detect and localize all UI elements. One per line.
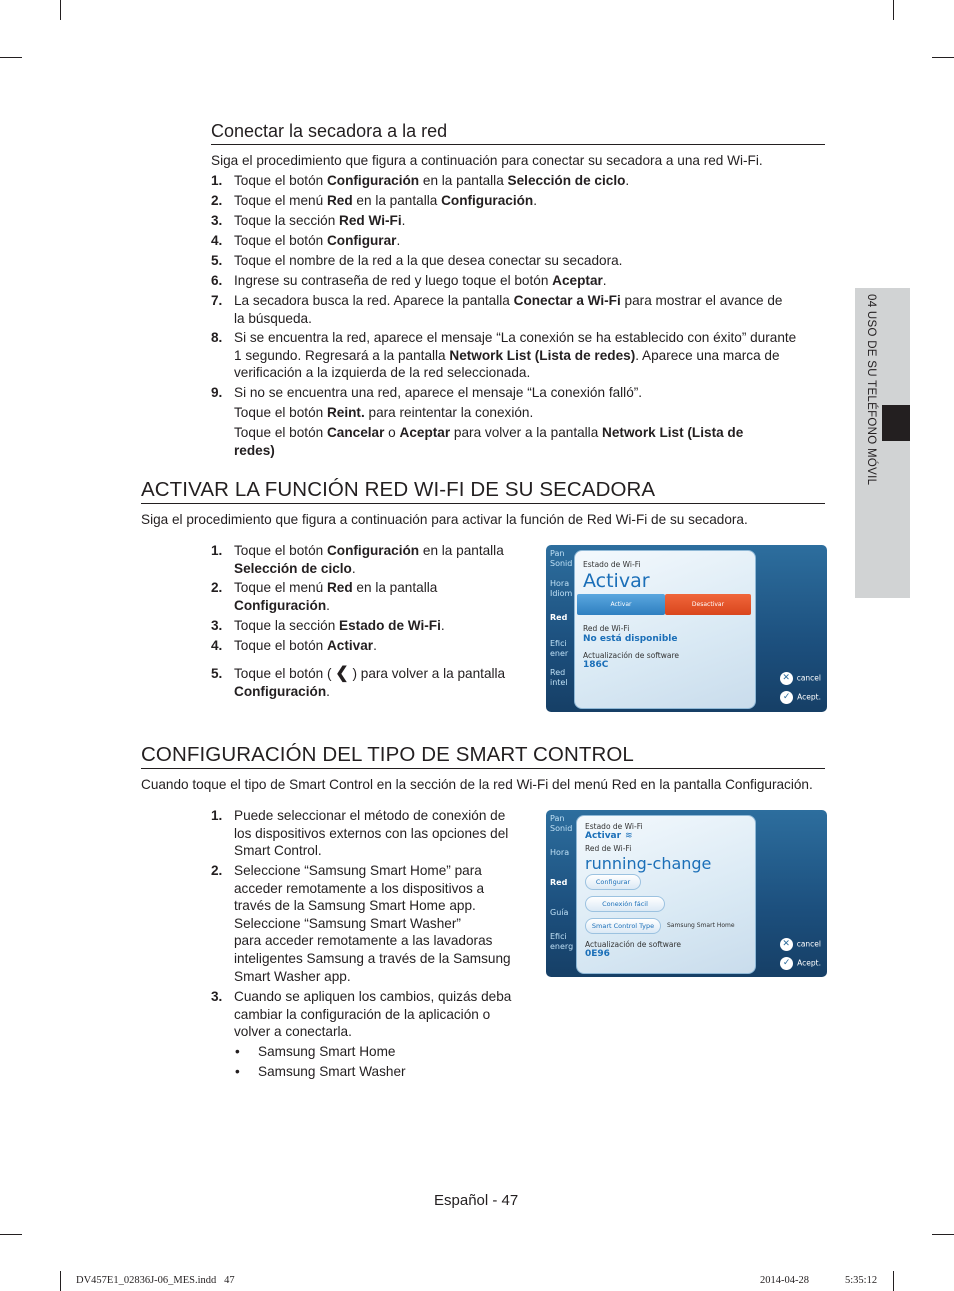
smart-control-screenshot (546, 810, 827, 977)
step-text: Si se encuentra la red, aparece el mensaje “La conexión se ha establecido con éxito” durante 1 segundo. Regresará a la pantalla Network List (Lista de redes). Aparece una marca de verificación a la izquierda de la red seleccionada. (234, 330, 797, 381)
screen-menu-item: Sonid (550, 559, 573, 568)
configure-button[interactable]: Configurar (585, 874, 641, 890)
step-number: 2. (211, 580, 223, 595)
step-text: Seleccione “Samsung Smart Home” para acceder remotamente a los dispositivos a través de la Samsung Smart Home app. Seleccione “Samsung Smart Washer” para acceder remotamente a las lavadoras inteligentes Samsung a través de la Samsung Smart Washer app. (234, 863, 511, 984)
bullet-icon: • (235, 1044, 240, 1059)
step-number: 1. (211, 543, 223, 558)
step-text: Puede seleccionar el método de conexión de los dispositivos externos con las opciones del Smart Control. (234, 808, 509, 859)
screen-menu-item: Red (550, 878, 568, 887)
screen-value: 186C (583, 660, 609, 670)
step-number: 3. (211, 989, 223, 1004)
smart-control-type-button[interactable]: Smart Control Type (585, 918, 661, 934)
step-number: 3. (211, 618, 223, 633)
print-date: 2014-04-28 (760, 1275, 809, 1286)
screen-menu-item: Red (550, 613, 568, 622)
step-text: Toque el botón ( ❮ ) para volver a la pantalla Configuración. (234, 665, 506, 699)
screen-menu-item: Hora (550, 848, 570, 857)
print-time: 5:35:12 (845, 1275, 878, 1286)
step-text: Toque el botón Configuración en la pantalla Selección de ciclo. (234, 173, 630, 188)
chapter-tab (855, 288, 910, 598)
screen-big-value: Activar (583, 570, 650, 592)
step-text: Toque el nombre de la red a la que desea conectar su secadora. (234, 253, 623, 268)
screen-value: Activar (585, 831, 622, 841)
step-text: Toque la sección Red Wi-Fi. (234, 213, 406, 228)
screen-menu-item: Guía (550, 908, 569, 917)
screen-label: Actualización de software (585, 940, 682, 949)
bullet-text: Samsung Smart Home (258, 1044, 396, 1059)
crop-mark (0, 57, 22, 58)
screen-menu-item: ener (550, 649, 569, 658)
chapter-tab-label: 04 USO DE SU TELÉFONO MÓVIL (865, 294, 877, 486)
step-number: 5. (211, 666, 223, 681)
step-text: Toque el botón Configurar. (234, 233, 401, 248)
screen-menu-item: Hora (550, 579, 570, 588)
cancel-label: cancel (796, 673, 821, 683)
screen-label: Actualización de software (583, 651, 680, 660)
close-icon: ✕ (780, 938, 793, 951)
screen-label: Red de Wi-Fi (583, 624, 630, 633)
bullet-text: Samsung Smart Washer (258, 1064, 406, 1079)
screen-menu-item: Efici (550, 932, 567, 941)
wifi-status-screenshot (546, 545, 827, 712)
accept-button[interactable] (780, 957, 821, 970)
cancel-button[interactable] (780, 672, 821, 685)
step-number: 4. (211, 638, 223, 653)
screen-value: Samsung Smart Home (667, 922, 735, 929)
step-number: 2. (211, 193, 223, 208)
accept-button[interactable] (780, 691, 821, 704)
step-text: Toque el menú Red en la pantalla Configuración. (234, 193, 537, 208)
screen-menu-item: Efici (550, 639, 567, 648)
step-text: Toque el botón Configuración en la pantalla Selección de ciclo. (234, 543, 504, 576)
screen-menu-item: Sonid (550, 824, 573, 833)
page-number: Español - 47 (434, 1192, 519, 1209)
screen-panel (576, 815, 756, 974)
intro-text: Cuando toque el tipo de Smart Control en la sección de la red Wi-Fi del menú Red en la pantalla Configuración. (141, 777, 813, 792)
step-number: 5. (211, 253, 223, 268)
step-number: 8. (211, 330, 223, 345)
screen-menu-item: intel (550, 678, 568, 687)
step-text: Cuando se apliquen los cambios, quizás deba cambiar la configuración de la aplicación o volver a conectarla. (234, 989, 512, 1040)
screen-menu-item: Red (550, 668, 566, 677)
step-number: 6. (211, 273, 223, 288)
crop-mark (60, 0, 61, 20)
screen-big-value: running-change (585, 854, 712, 873)
deactivate-button[interactable]: Desactivar (665, 594, 751, 615)
screen-panel (574, 550, 756, 709)
crop-mark (893, 0, 894, 20)
step-text: Toque el botón Cancelar o Aceptar para volver a la pantalla Network List (Lista de redes) (234, 425, 744, 458)
section-title: CONFIGURACIÓN DEL TIPO DE SMART CONTROL (141, 743, 825, 769)
screen-side-menu (546, 545, 576, 712)
step-number: 9. (211, 385, 223, 400)
section-title: ACTIVAR LA FUNCIÓN RED WI-FI DE SU SECADORA (141, 478, 825, 504)
screen-label: Estado de Wi-Fi (585, 822, 643, 831)
wifi-icon: ≋ (625, 830, 633, 840)
crop-mark (893, 1271, 894, 1291)
crop-mark (932, 57, 954, 58)
close-icon: ✕ (780, 672, 793, 685)
crop-mark (60, 1271, 61, 1291)
cancel-button[interactable] (780, 938, 821, 951)
step-number: 3. (211, 213, 223, 228)
bullet-item (235, 1063, 406, 1081)
screen-side-menu (546, 810, 576, 977)
step-number: 4. (211, 233, 223, 248)
screen-value: 0E96 (585, 949, 610, 959)
intro-text: Siga el procedimiento que figura a continuación para conectar su secadora a una red Wi-Fi. (211, 153, 763, 168)
step-number: 1. (211, 808, 223, 823)
intro-text: Siga el procedimiento que figura a continuación para activar la función de Red Wi-Fi de su secadora. (141, 512, 748, 527)
file-name: DV457E1_02836J-06_MES.indd 47 (76, 1275, 235, 1286)
chapter-tab-marker (882, 405, 910, 441)
cancel-label: cancel (796, 939, 821, 949)
screen-value: No está disponible (583, 634, 678, 644)
bullet-item (235, 1043, 396, 1061)
screen-menu-item: Pan (550, 549, 565, 558)
step-number: 7. (211, 293, 223, 308)
screen-menu-item: energ (550, 942, 574, 951)
screen-menu-item: Pan (550, 814, 565, 823)
accept-label: Acept. (797, 692, 821, 702)
step-text: Toque el botón Activar. (234, 638, 377, 653)
step-text: Toque el botón Reint. para reintentar la conexión. (234, 405, 534, 420)
bullet-icon: • (235, 1064, 240, 1079)
step-number: 1. (211, 173, 223, 188)
step-text: Toque el menú Red en la pantalla Configuración. (234, 580, 438, 613)
crop-mark (932, 1234, 954, 1235)
screen-menu-item: Idiom (550, 589, 573, 598)
section-heading: Conectar la secadora a la red (211, 121, 825, 145)
crop-mark (0, 1234, 22, 1235)
activate-button[interactable]: Activar (577, 594, 665, 615)
check-icon: ✓ (780, 957, 793, 970)
step-text: Ingrese su contraseña de red y luego toque el botón Aceptar. (234, 273, 607, 288)
check-icon: ✓ (780, 691, 793, 704)
step-number: 2. (211, 863, 223, 878)
easy-connect-button[interactable]: Conexión fácil (585, 896, 665, 912)
screen-label: Red de Wi-Fi (585, 844, 632, 853)
step-text: La secadora busca la red. Aparece la pantalla Conectar a Wi-Fi para mostrar el avance de la búsqueda. (234, 293, 783, 326)
step-text: Toque la sección Estado de Wi-Fi. (234, 618, 445, 633)
screen-label: Estado de Wi-Fi (583, 560, 641, 569)
step-text: Si no se encuentra una red, aparece el mensaje “La conexión falló”. (234, 385, 643, 400)
accept-label: Acept. (797, 958, 821, 968)
